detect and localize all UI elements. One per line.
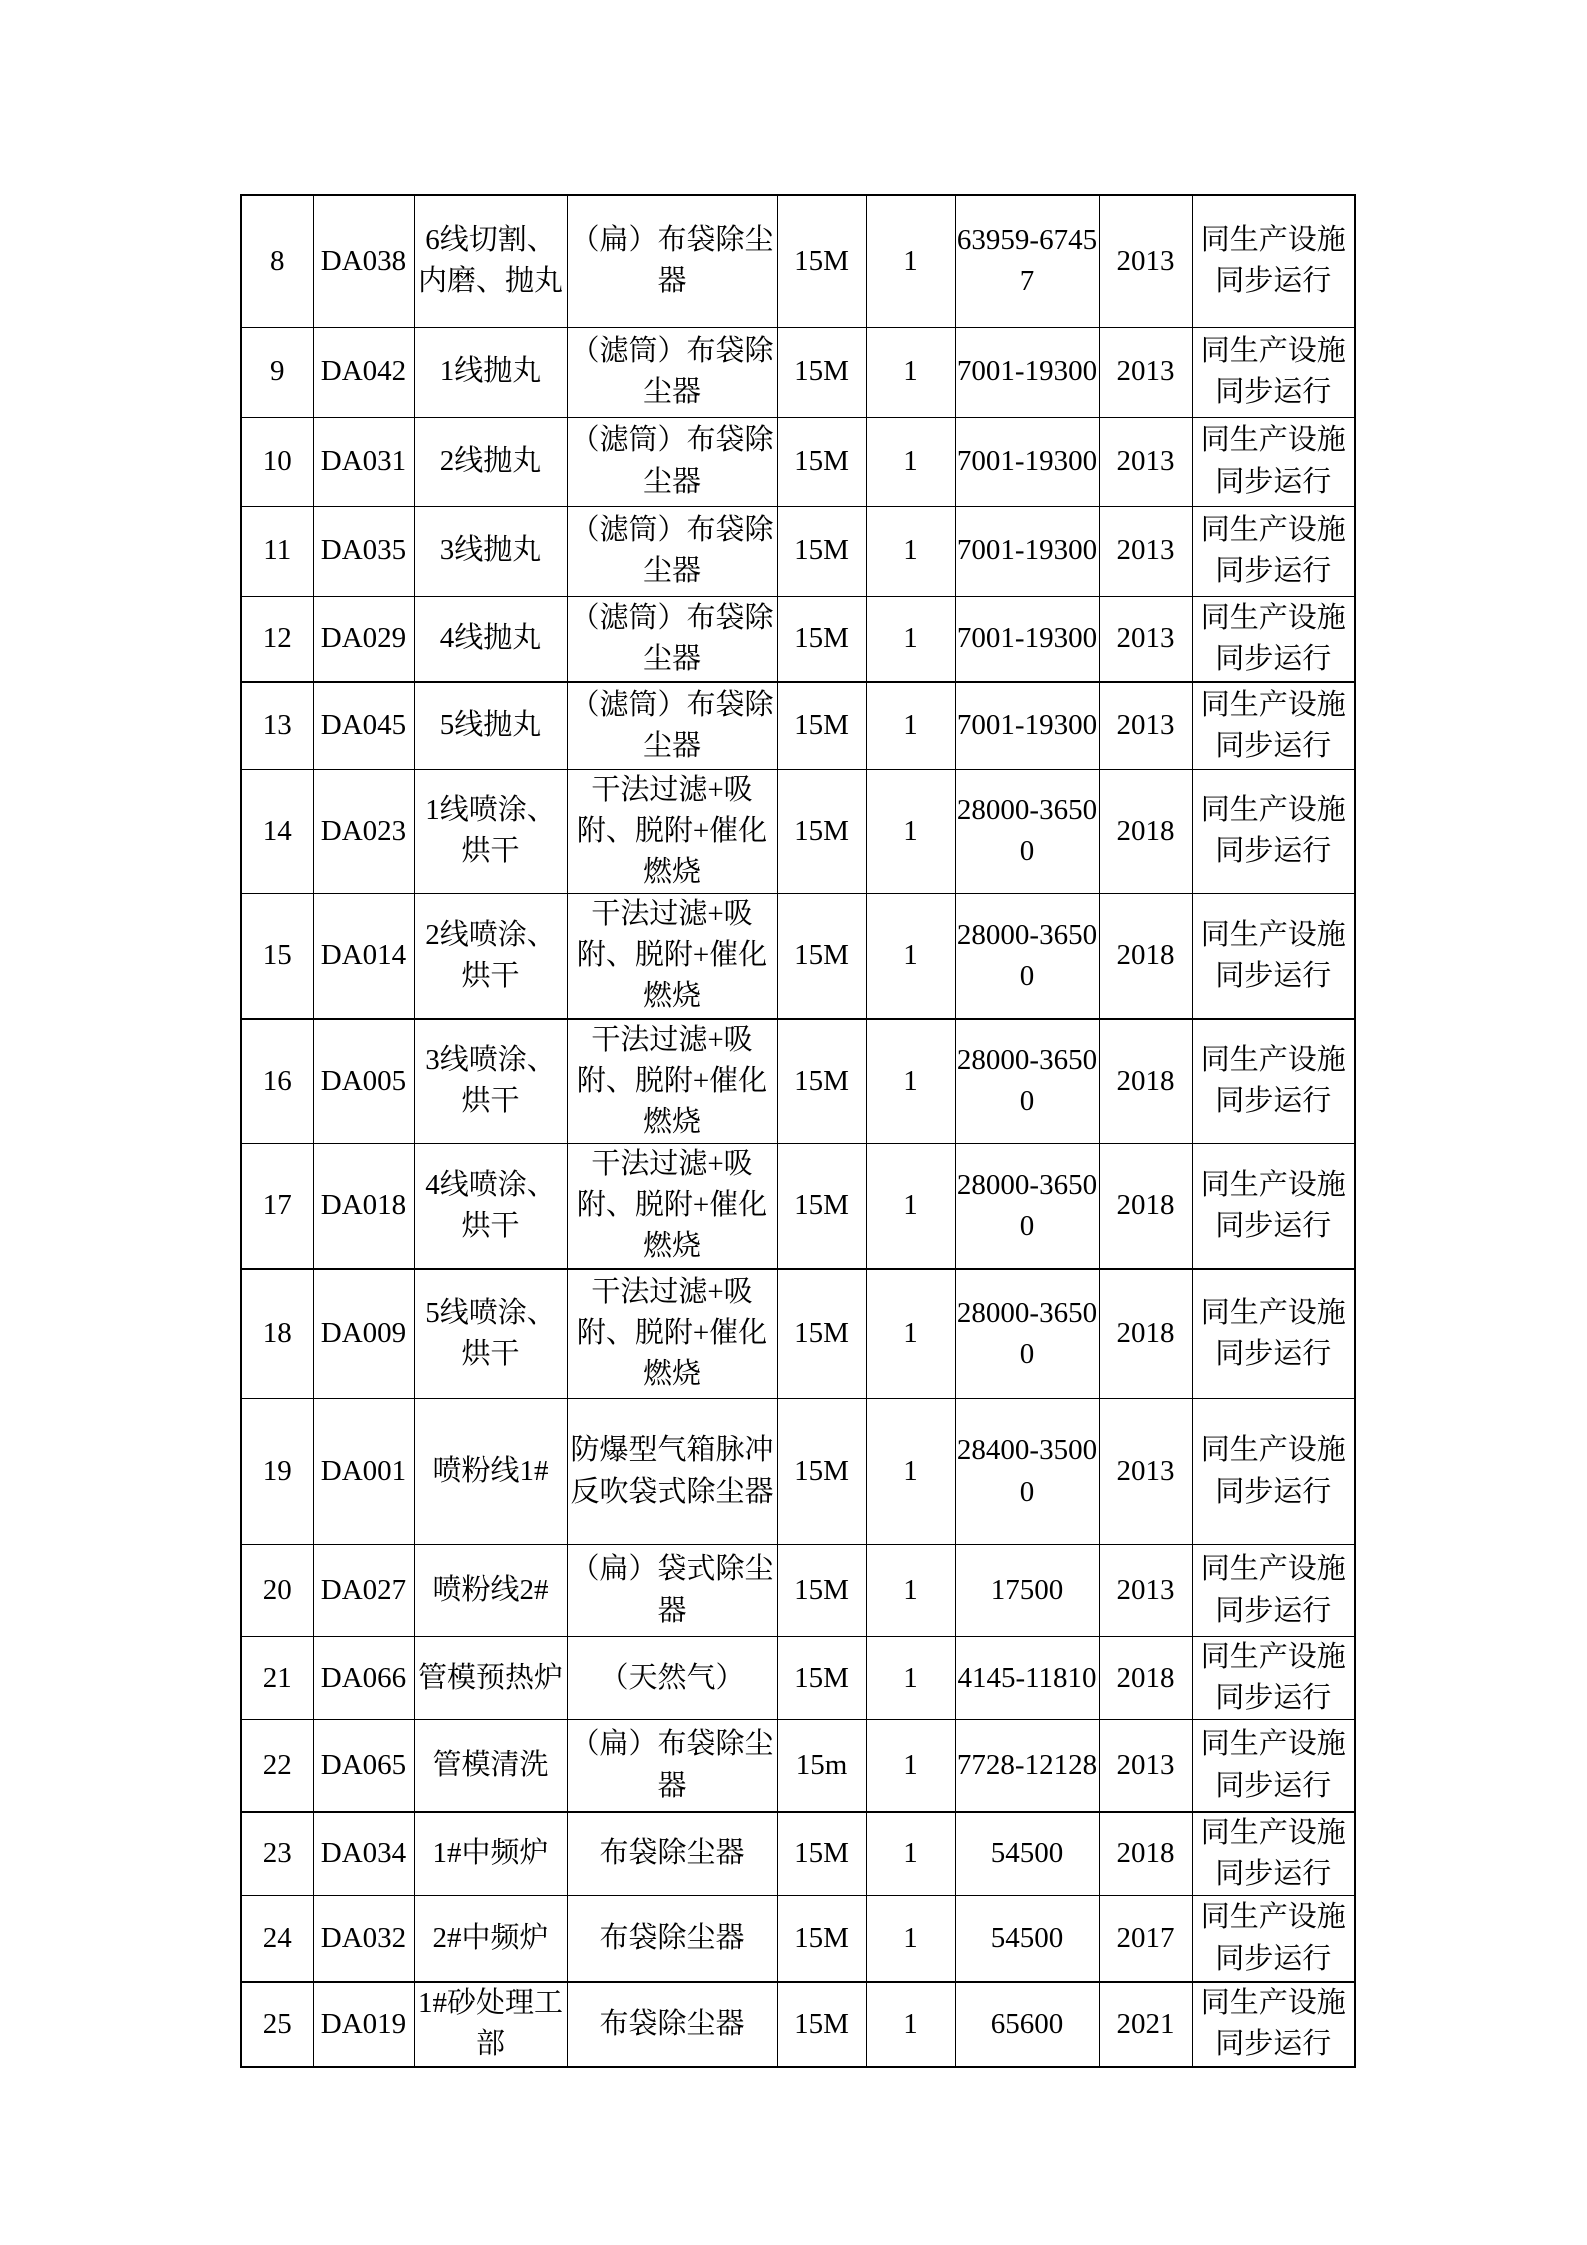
cell-stack-height: 15M: [777, 1399, 866, 1545]
table-row: [241, 1269, 1355, 1399]
table-body: [241, 195, 1355, 2067]
cell-number-range: 7001-19300: [955, 596, 1099, 682]
cell-quantity: 1: [866, 1637, 955, 1720]
cell-number-range: 7001-19300: [955, 506, 1099, 596]
cell-row-index: 9: [241, 327, 313, 417]
cell-number-range: 65600: [955, 1982, 1099, 2067]
cell-process-source: 4线喷涂、烘干: [414, 1144, 567, 1269]
cell-process-source: 管模清洗: [414, 1720, 567, 1812]
table-row: [241, 596, 1355, 682]
cell-operation-status: 同生产设施同步运行: [1192, 506, 1355, 596]
cell-operation-status: 同生产设施同步运行: [1192, 417, 1355, 506]
cell-outlet-code: DA045: [313, 682, 414, 769]
cell-quantity: 1: [866, 1399, 955, 1545]
table-row: [241, 1637, 1355, 1720]
cell-treatment-method: （扁）袋式除尘器: [567, 1545, 777, 1637]
cell-quantity: 1: [866, 596, 955, 682]
cell-year: 2013: [1099, 1720, 1192, 1812]
cell-year: 2018: [1099, 894, 1192, 1019]
cell-operation-status: 同生产设施同步运行: [1192, 327, 1355, 417]
cell-operation-status: 同生产设施同步运行: [1192, 1637, 1355, 1720]
emissions-table: [240, 194, 1356, 2068]
cell-stack-height: 15M: [777, 1896, 866, 1982]
table-row: [241, 1399, 1355, 1545]
cell-row-index: 20: [241, 1545, 313, 1637]
cell-treatment-method: 防爆型气箱脉冲反吹袋式除尘器: [567, 1399, 777, 1545]
cell-number-range: 28000-36500: [955, 769, 1099, 894]
cell-quantity: 1: [866, 1896, 955, 1982]
cell-process-source: 喷粉线2#: [414, 1545, 567, 1637]
cell-row-index: 14: [241, 769, 313, 894]
cell-treatment-method: 布袋除尘器: [567, 1812, 777, 1896]
cell-treatment-method: 干法过滤+吸附、脱附+催化燃烧: [567, 1144, 777, 1269]
cell-row-index: 19: [241, 1399, 313, 1545]
cell-year: 2018: [1099, 1269, 1192, 1399]
cell-process-source: 6线切割、内磨、抛丸: [414, 195, 567, 327]
cell-treatment-method: （扁）布袋除尘器: [567, 1720, 777, 1812]
table-row: [241, 1144, 1355, 1269]
cell-outlet-code: DA065: [313, 1720, 414, 1812]
cell-stack-height: 15M: [777, 1545, 866, 1637]
cell-number-range: 54500: [955, 1812, 1099, 1896]
cell-stack-height: 15M: [777, 327, 866, 417]
cell-stack-height: 15M: [777, 1637, 866, 1720]
cell-number-range: 7728-12128: [955, 1720, 1099, 1812]
table-row: [241, 417, 1355, 506]
cell-row-index: 21: [241, 1637, 313, 1720]
cell-year: 2018: [1099, 1144, 1192, 1269]
cell-process-source: 1线抛丸: [414, 327, 567, 417]
cell-outlet-code: DA035: [313, 506, 414, 596]
cell-operation-status: 同生产设施同步运行: [1192, 1269, 1355, 1399]
cell-row-index: 12: [241, 596, 313, 682]
cell-outlet-code: DA023: [313, 769, 414, 894]
table-row: [241, 327, 1355, 417]
cell-process-source: 5线喷涂、烘干: [414, 1269, 567, 1399]
cell-process-source: 3线喷涂、烘干: [414, 1019, 567, 1144]
cell-year: 2013: [1099, 682, 1192, 769]
cell-quantity: 1: [866, 506, 955, 596]
cell-treatment-method: 布袋除尘器: [567, 1896, 777, 1982]
cell-number-range: 28000-36500: [955, 1019, 1099, 1144]
cell-quantity: 1: [866, 682, 955, 769]
cell-treatment-method: 干法过滤+吸附、脱附+催化燃烧: [567, 1269, 777, 1399]
cell-outlet-code: DA031: [313, 417, 414, 506]
cell-operation-status: 同生产设施同步运行: [1192, 1896, 1355, 1982]
cell-row-index: 13: [241, 682, 313, 769]
cell-outlet-code: DA038: [313, 195, 414, 327]
cell-outlet-code: DA029: [313, 596, 414, 682]
cell-number-range: 63959-67457: [955, 195, 1099, 327]
cell-outlet-code: DA034: [313, 1812, 414, 1896]
table-row: [241, 1720, 1355, 1812]
cell-year: 2013: [1099, 417, 1192, 506]
cell-treatment-method: 干法过滤+吸附、脱附+催化燃烧: [567, 894, 777, 1019]
cell-row-index: 22: [241, 1720, 313, 1812]
table-row: [241, 1545, 1355, 1637]
cell-operation-status: 同生产设施同步运行: [1192, 1144, 1355, 1269]
cell-number-range: 7001-19300: [955, 327, 1099, 417]
cell-outlet-code: DA042: [313, 327, 414, 417]
cell-quantity: 1: [866, 1545, 955, 1637]
cell-quantity: 1: [866, 1019, 955, 1144]
cell-treatment-method: （滤筒）布袋除尘器: [567, 682, 777, 769]
cell-quantity: 1: [866, 327, 955, 417]
table-row: [241, 894, 1355, 1019]
cell-process-source: 2线喷涂、烘干: [414, 894, 567, 1019]
cell-stack-height: 15M: [777, 1144, 866, 1269]
cell-treatment-method: 干法过滤+吸附、脱附+催化燃烧: [567, 1019, 777, 1144]
cell-year: 2013: [1099, 506, 1192, 596]
table-row: [241, 1019, 1355, 1144]
cell-number-range: 17500: [955, 1545, 1099, 1637]
cell-quantity: 1: [866, 1269, 955, 1399]
cell-year: 2018: [1099, 1637, 1192, 1720]
cell-row-index: 16: [241, 1019, 313, 1144]
cell-quantity: 1: [866, 195, 955, 327]
cell-operation-status: 同生产设施同步运行: [1192, 769, 1355, 894]
cell-row-index: 11: [241, 506, 313, 596]
cell-stack-height: 15M: [777, 506, 866, 596]
cell-operation-status: 同生产设施同步运行: [1192, 1720, 1355, 1812]
cell-operation-status: 同生产设施同步运行: [1192, 1982, 1355, 2067]
cell-quantity: 1: [866, 1720, 955, 1812]
cell-number-range: 54500: [955, 1896, 1099, 1982]
cell-stack-height: 15M: [777, 682, 866, 769]
cell-operation-status: 同生产设施同步运行: [1192, 894, 1355, 1019]
cell-operation-status: 同生产设施同步运行: [1192, 596, 1355, 682]
cell-stack-height: 15M: [777, 1982, 866, 2067]
cell-row-index: 17: [241, 1144, 313, 1269]
cell-row-index: 24: [241, 1896, 313, 1982]
cell-outlet-code: DA032: [313, 1896, 414, 1982]
cell-number-range: 28000-36500: [955, 1144, 1099, 1269]
cell-number-range: 7001-19300: [955, 682, 1099, 769]
cell-process-source: 5线抛丸: [414, 682, 567, 769]
cell-operation-status: 同生产设施同步运行: [1192, 1399, 1355, 1545]
cell-operation-status: 同生产设施同步运行: [1192, 1019, 1355, 1144]
cell-treatment-method: （滤筒）布袋除尘器: [567, 596, 777, 682]
cell-stack-height: 15M: [777, 1812, 866, 1896]
cell-outlet-code: DA009: [313, 1269, 414, 1399]
cell-process-source: 管模预热炉: [414, 1637, 567, 1720]
cell-row-index: 25: [241, 1982, 313, 2067]
cell-stack-height: 15M: [777, 417, 866, 506]
cell-quantity: 1: [866, 1144, 955, 1269]
cell-process-source: 2#中频炉: [414, 1896, 567, 1982]
cell-process-source: 3线抛丸: [414, 506, 567, 596]
cell-year: 2021: [1099, 1982, 1192, 2067]
table-row: [241, 1982, 1355, 2067]
cell-number-range: 7001-19300: [955, 417, 1099, 506]
cell-number-range: 4145-11810: [955, 1637, 1099, 1720]
cell-outlet-code: DA066: [313, 1637, 414, 1720]
cell-operation-status: 同生产设施同步运行: [1192, 682, 1355, 769]
cell-quantity: 1: [866, 894, 955, 1019]
cell-year: 2013: [1099, 327, 1192, 417]
cell-process-source: 1线喷涂、烘干: [414, 769, 567, 894]
cell-process-source: 1#砂处理工部: [414, 1982, 567, 2067]
cell-year: 2013: [1099, 1545, 1192, 1637]
cell-outlet-code: DA027: [313, 1545, 414, 1637]
cell-number-range: 28000-36500: [955, 894, 1099, 1019]
cell-treatment-method: （滤筒）布袋除尘器: [567, 506, 777, 596]
cell-stack-height: 15m: [777, 1720, 866, 1812]
cell-treatment-method: 布袋除尘器: [567, 1982, 777, 2067]
cell-year: 2013: [1099, 596, 1192, 682]
cell-outlet-code: DA019: [313, 1982, 414, 2067]
cell-treatment-method: 干法过滤+吸附、脱附+催化燃烧: [567, 769, 777, 894]
table-row: [241, 1812, 1355, 1896]
cell-outlet-code: DA014: [313, 894, 414, 1019]
cell-treatment-method: （天然气）: [567, 1637, 777, 1720]
cell-operation-status: 同生产设施同步运行: [1192, 1545, 1355, 1637]
cell-process-source: 4线抛丸: [414, 596, 567, 682]
cell-year: 2013: [1099, 1399, 1192, 1545]
cell-year: 2013: [1099, 195, 1192, 327]
table-row: [241, 682, 1355, 769]
cell-operation-status: 同生产设施同步运行: [1192, 195, 1355, 327]
cell-row-index: 8: [241, 195, 313, 327]
cell-process-source: 2线抛丸: [414, 417, 567, 506]
cell-year: 2017: [1099, 1896, 1192, 1982]
cell-outlet-code: DA005: [313, 1019, 414, 1144]
cell-quantity: 1: [866, 769, 955, 894]
cell-quantity: 1: [866, 1982, 955, 2067]
cell-treatment-method: （滤筒）布袋除尘器: [567, 327, 777, 417]
cell-operation-status: 同生产设施同步运行: [1192, 1812, 1355, 1896]
cell-stack-height: 15M: [777, 769, 866, 894]
cell-year: 2018: [1099, 1812, 1192, 1896]
table-row: [241, 195, 1355, 327]
cell-quantity: 1: [866, 417, 955, 506]
cell-stack-height: 15M: [777, 894, 866, 1019]
cell-row-index: 15: [241, 894, 313, 1019]
cell-treatment-method: （滤筒）布袋除尘器: [567, 417, 777, 506]
cell-number-range: 28400-35000: [955, 1399, 1099, 1545]
cell-stack-height: 15M: [777, 195, 866, 327]
cell-year: 2018: [1099, 769, 1192, 894]
cell-year: 2018: [1099, 1019, 1192, 1144]
cell-process-source: 喷粉线1#: [414, 1399, 567, 1545]
cell-outlet-code: DA001: [313, 1399, 414, 1545]
cell-outlet-code: DA018: [313, 1144, 414, 1269]
cell-stack-height: 15M: [777, 596, 866, 682]
cell-process-source: 1#中频炉: [414, 1812, 567, 1896]
cell-row-index: 10: [241, 417, 313, 506]
cell-treatment-method: （扁）布袋除尘器: [567, 195, 777, 327]
cell-row-index: 23: [241, 1812, 313, 1896]
cell-number-range: 28000-36500: [955, 1269, 1099, 1399]
cell-row-index: 18: [241, 1269, 313, 1399]
table-row: [241, 506, 1355, 596]
table-row: [241, 1896, 1355, 1982]
cell-stack-height: 15M: [777, 1269, 866, 1399]
cell-stack-height: 15M: [777, 1019, 866, 1144]
table-row: [241, 769, 1355, 894]
cell-quantity: 1: [866, 1812, 955, 1896]
